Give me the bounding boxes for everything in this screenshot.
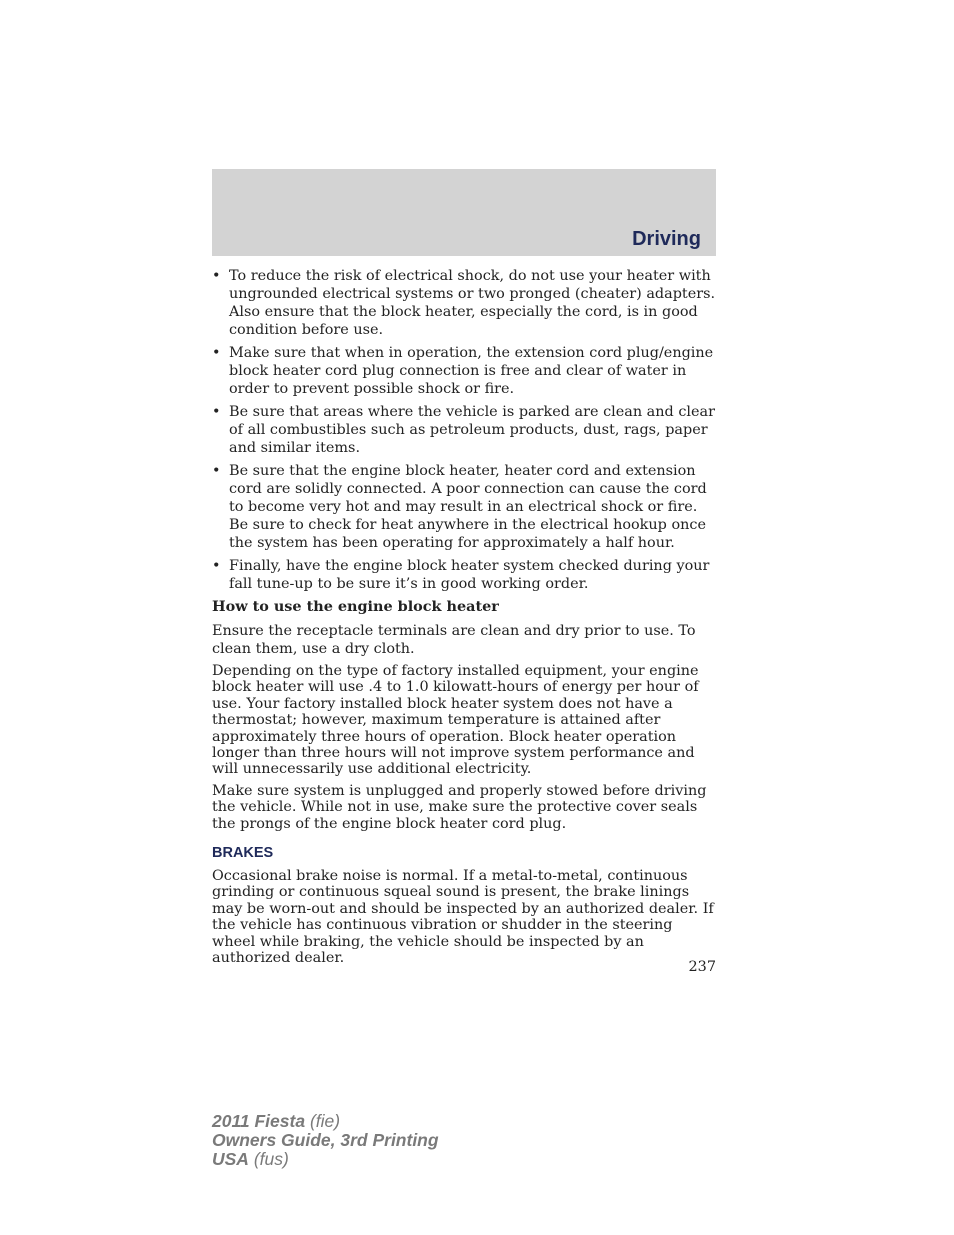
bullet-item: • Be sure that areas where the vehicle is parked are clean and clear of all combustibles such as petroleum products, dust, rags, paper and similar items. [212, 403, 717, 457]
how-to-paragraph: Depending on the type of factory installed equipment, your engine block heater will use .4 to 1.0 kilowatt-hours of energy per hour of use. Your factory installed block heater system does not have a thermostat; however, maximum temperature is attained after approximately three hours of operation. Block heater operation longer than three hours will not improve system performance and will unnecessarily use additional electricity. [212, 663, 699, 778]
footer-region: USA [212, 1149, 249, 1169]
how-to-paragraph: Make sure system is unplugged and properly stowed before driving the vehicle. While not in use, make sure the protective cover seals the prongs of the engine block heater cord plug. [212, 782, 707, 832]
section-title: Driving [632, 228, 701, 250]
footer-model-code: (fie) [305, 1111, 341, 1131]
section-header-band [212, 169, 716, 256]
footer-line-guide [212, 1131, 439, 1150]
footer-line-region [212, 1150, 439, 1169]
how-to-paragraph: Ensure the receptacle terminals are clean and dry prior to use. To clean them, use a dry cloth. [212, 623, 696, 657]
bullet-item: • Be sure that the engine block heater, heater cord and extension cord are solidly connected. A poor connection can cause the cord to become very hot and may result in an electrical shock or fire. Be sure to check for heat anywhere in the electrical hookup once the system has been operating for approximately a half hour. [212, 462, 717, 552]
safety-bullet-list [212, 267, 717, 593]
footer-region-code: (fus) [248, 1149, 289, 1169]
page-number: 237 [688, 959, 716, 975]
footer-model: 2011 Fiesta [212, 1111, 306, 1131]
bullet-item: • To reduce the risk of electrical shock, do not use your heater with ungrounded electrical systems or two pronged (cheater) adapters. Also ensure that the block heater, especially the cord, is in good condition before use. [212, 267, 717, 339]
bullet-item: • Finally, have the engine block heater system checked during your fall tune-up to be sure it’s in good working order. [212, 557, 717, 593]
footer-guide: Owners Guide, 3rd Printing [212, 1130, 439, 1150]
how-to-heading: How to use the engine block heater [212, 598, 499, 615]
brakes-heading: BRAKES [212, 845, 274, 862]
page-content [212, 267, 717, 972]
footer-line-model [212, 1112, 439, 1131]
brakes-paragraph: Occasional brake noise is normal. If a metal-to-metal, continuous grinding or continuous squeal sound is present, the brake linings may be worn-out and should be inspected by an authorized dealer. If the vehicle has continuous vibration or shudder in the steering wheel while braking, the vehicle should be inspected by an authorized dealer. [212, 868, 714, 967]
bullet-item: • Make sure that when in operation, the extension cord plug/engine block heater cord plug connection is free and clear of water in order to prevent possible shock or fire. [212, 344, 717, 398]
footer-imprint [212, 1112, 439, 1169]
